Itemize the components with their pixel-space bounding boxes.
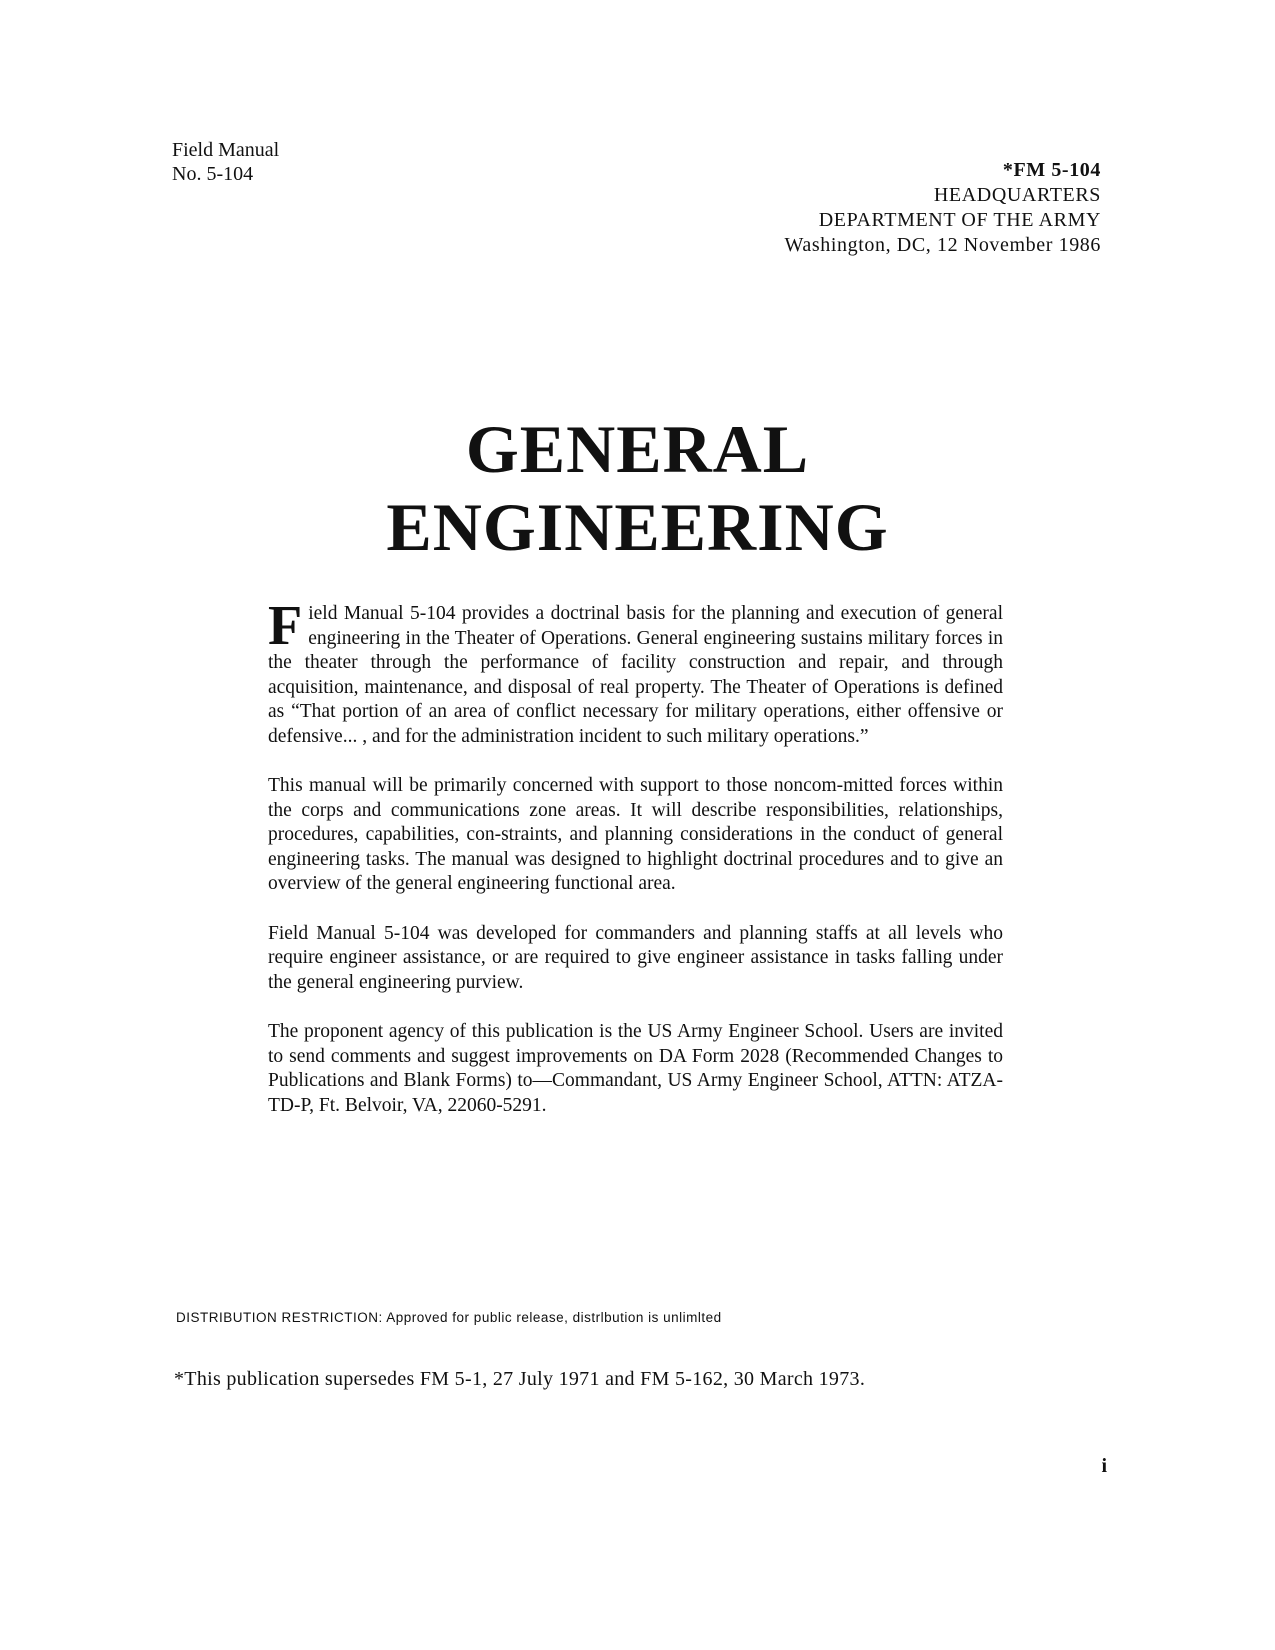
manual-identifier xyxy=(172,138,279,186)
paragraph-proponent: The proponent agency of this publication is the US Army Engineer School. Users are invited to send comments and suggest improvements on DA Form 2028 (Recommended Changes to Publications and Blank Forms) to—Commandant, US Army Engineer School, ATTN: ATZA-TD-P, Ft. Belvoir, VA, 22060-5291. xyxy=(268,1021,1003,1116)
manual-number: No. 5-104 xyxy=(172,163,254,185)
paragraph-purpose-text: ield Manual 5-104 provides a doctrinal basis for the planning and execution of general engineering in the Theater of Operations. General engineering sustains military forces in the theater through the performance of facility construction and repair, and through acquisition, maintenance, and disposal of real property. The Theater of Operations is defined as “That portion of an area of conflict necessary for military operations, either offensive or defensive... , and for the administration incident to such military operations.” xyxy=(268,603,1003,747)
body-text xyxy=(268,595,1003,1143)
paragraph-scope: This manual will be primarily concerned with support to those noncom-mitted forces within the corps and communications zone areas. It will describe responsibilities, relationships, procedures, capabilities, con-straints, and planning considerations in the conduct of general engineering tasks. The manual was designed to highlight doctrinal procedures and to give an overview of the general engineering functional area. xyxy=(268,775,1003,894)
manual-label: Field Manual xyxy=(172,139,280,161)
drop-cap: F xyxy=(268,595,303,657)
headquarters-block xyxy=(785,158,1101,258)
supersedes-note: *This publication supersedes FM 5-1, 27 July 1971 and FM 5-162, 30 March 1973. xyxy=(174,1368,866,1390)
paragraph-purpose xyxy=(268,595,1003,749)
fm-number: *FM 5-104 xyxy=(1002,159,1101,181)
paragraph-audience: Field Manual 5-104 was developed for commanders and planning staffs at all levels who require engineer assistance, or are required to give engineer assistance in tasks falling under the general engineering purview. xyxy=(268,922,1003,993)
page-number: i xyxy=(1101,1455,1107,1477)
headquarters-label: HEADQUARTERS xyxy=(933,184,1101,206)
title-line-1: GENERAL xyxy=(465,411,810,487)
location-date: Washington, DC, 12 November 1986 xyxy=(784,234,1101,256)
distribution-restriction: DISTRIBUTION RESTRICTION: Approved for public release, distrlbution is unlimlted xyxy=(176,1310,722,1325)
title-line-2: ENGINEERING xyxy=(386,489,889,565)
department-label: DEPARTMENT OF THE ARMY xyxy=(818,209,1101,231)
document-title xyxy=(0,410,1275,566)
